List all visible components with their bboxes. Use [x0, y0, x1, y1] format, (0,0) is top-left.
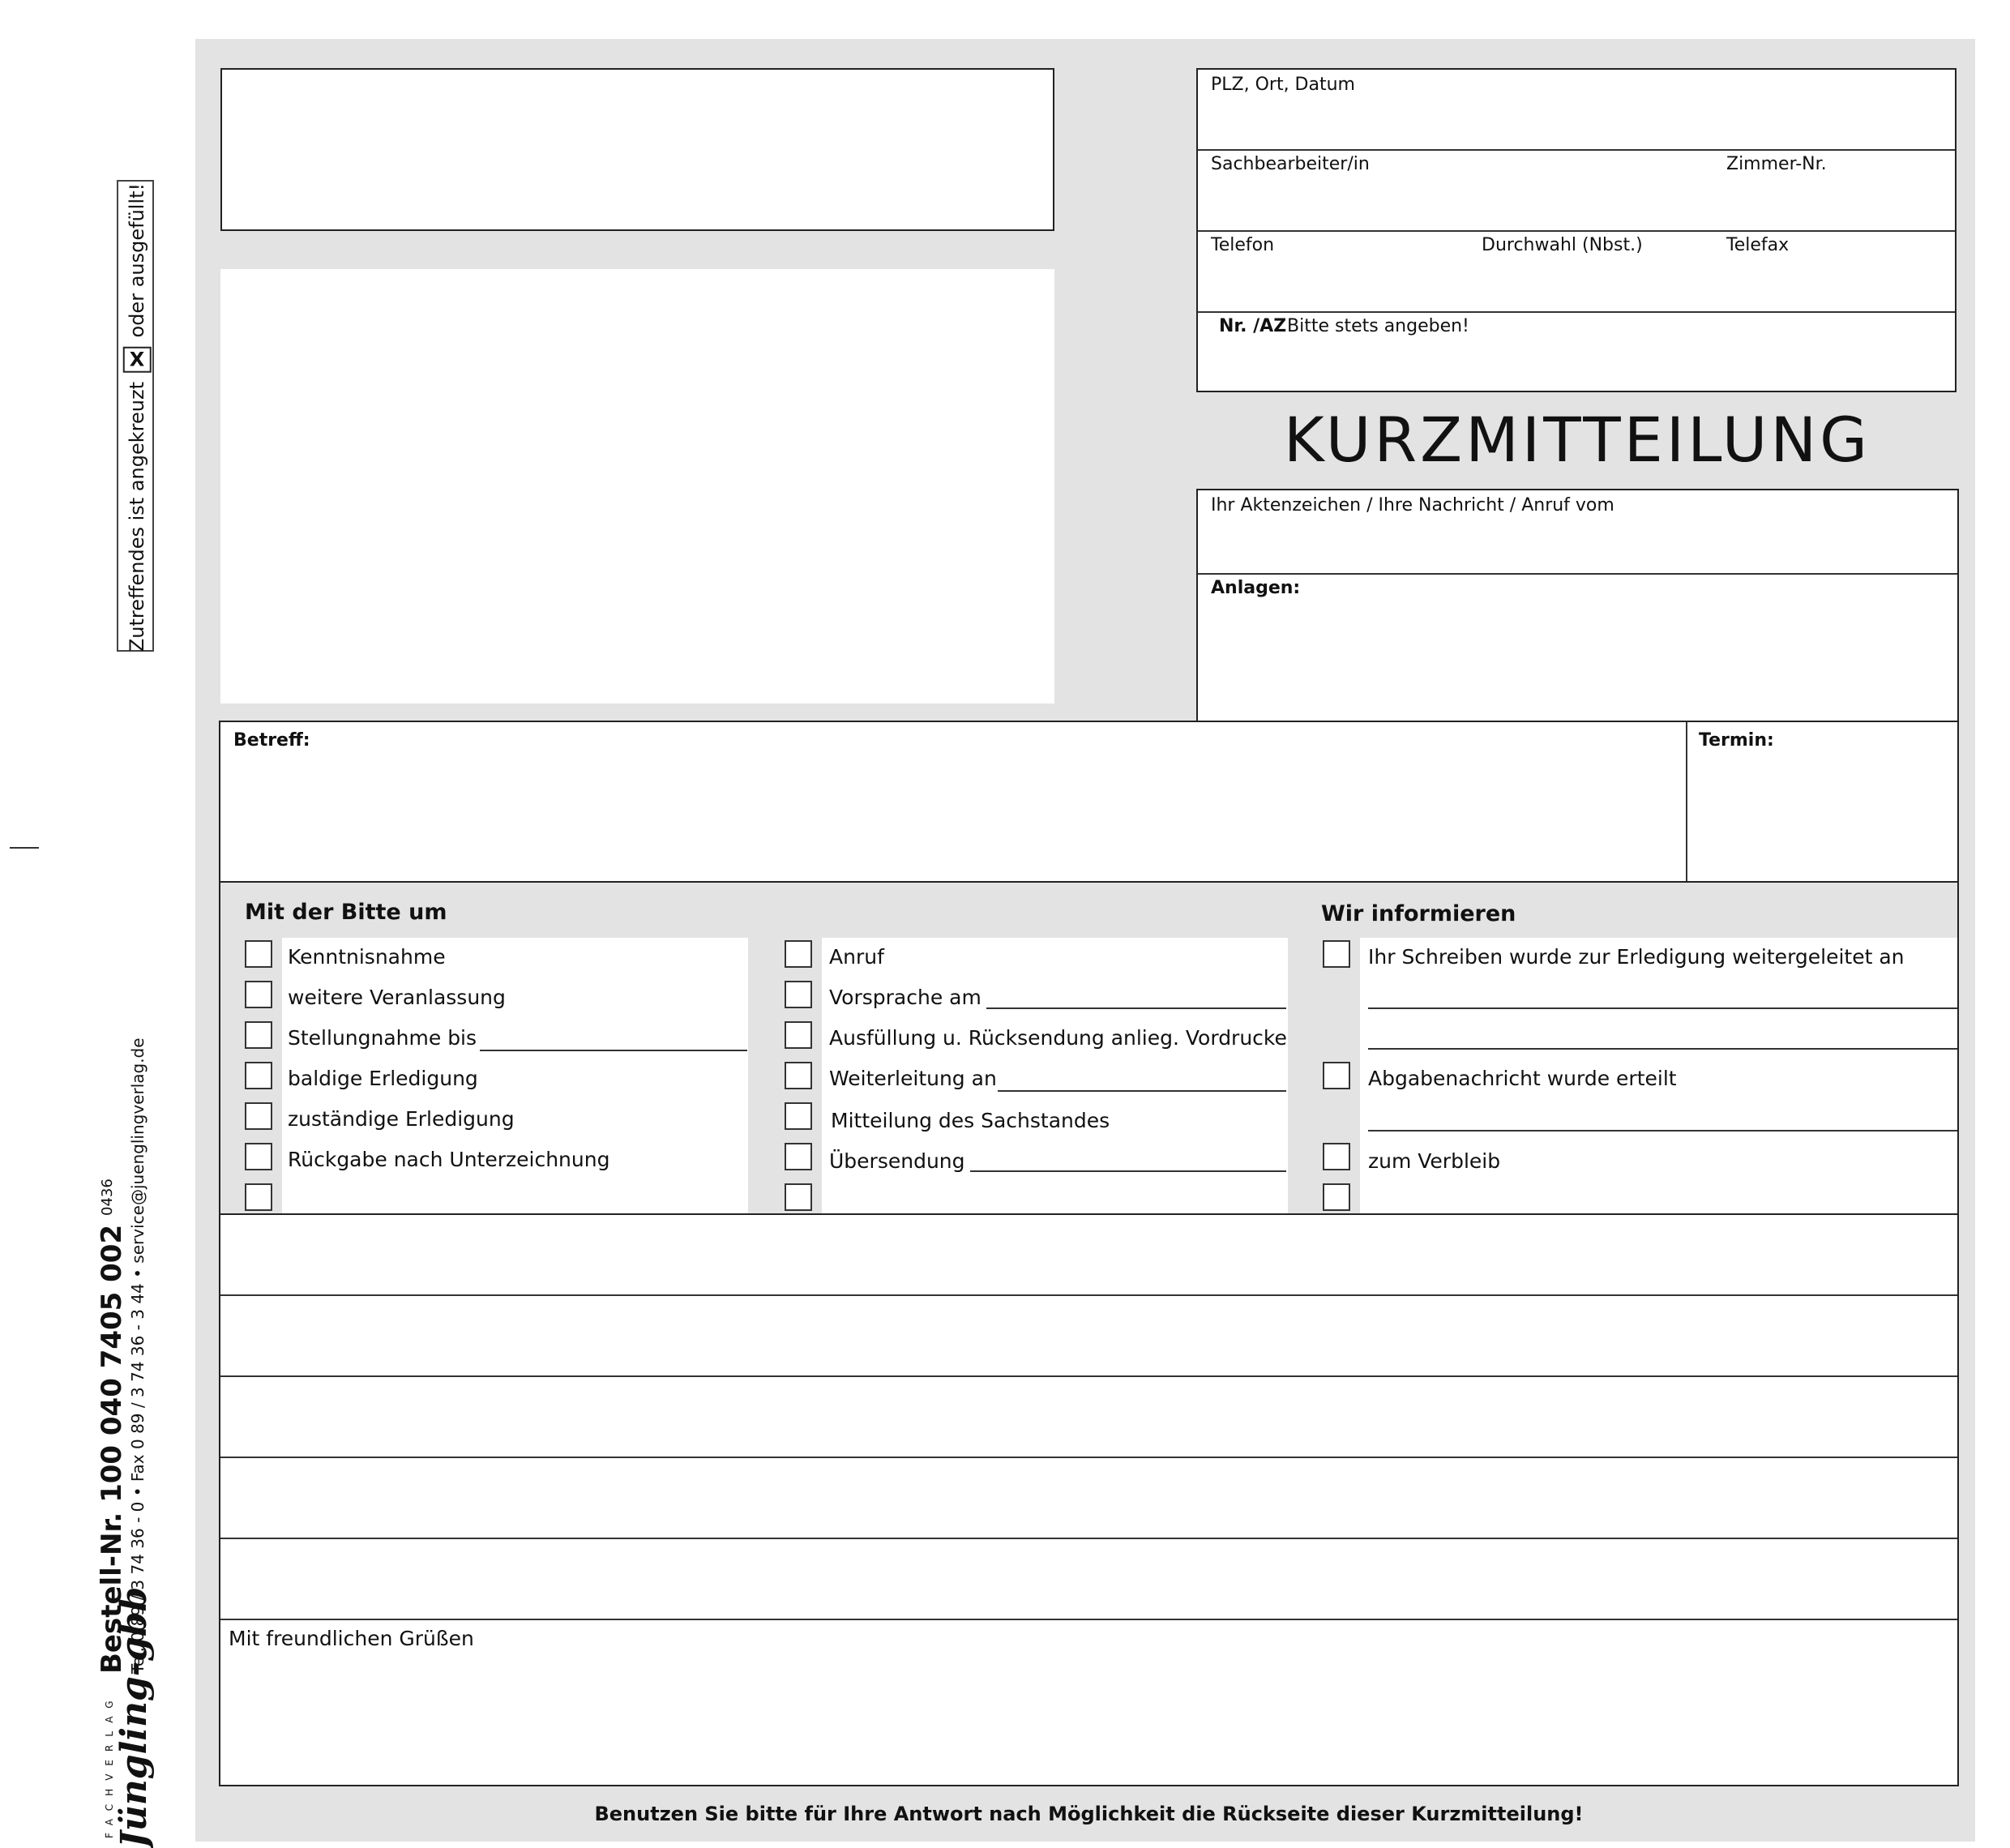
label-zimmer-nr: Zimmer-Nr. [1726, 154, 1827, 174]
label-telefon: Telefon [1211, 235, 1275, 255]
sender-address-box[interactable] [220, 68, 1054, 231]
recipient-address-box[interactable] [220, 269, 1054, 704]
checkbox-abgabenachricht[interactable] [1323, 1062, 1350, 1089]
checkbox-uebersendung[interactable] [785, 1143, 812, 1170]
checkbox-kenntnisnahme[interactable] [245, 940, 272, 968]
weitergeleitet-line-1[interactable] [1368, 1007, 1957, 1009]
reference-box [1196, 489, 1959, 725]
header-info-table [1196, 68, 1957, 392]
option-vorsprache: Vorsprache am [829, 986, 981, 1009]
checkbox-weiterleitung[interactable] [785, 1062, 812, 1089]
option-anruf: Anruf [829, 945, 884, 969]
checkbox-anruf[interactable] [785, 940, 812, 968]
checkbox-rueckgabe[interactable] [245, 1143, 272, 1170]
fill-hint-before: Zutreffendes ist angekreuzt [126, 382, 148, 652]
fill-hint-after: oder ausgefüllt! [126, 182, 148, 338]
checkbox-ausfuellung[interactable] [785, 1021, 812, 1049]
option-weitere-veranlassung: weitere Veranlassung [288, 986, 506, 1009]
option-stellungnahme: Stellungnahme bis [288, 1026, 477, 1050]
message-area[interactable] [219, 1213, 1959, 1786]
option-kenntnisnahme: Kenntnisnahme [288, 945, 446, 969]
checkbox-weitere-veranlassung[interactable] [245, 981, 272, 1008]
option-zustaendige-erledigung: zuständige Erledigung [288, 1107, 515, 1131]
weiterleitung-line[interactable] [998, 1090, 1286, 1092]
label-nr-az-hint: Bitte stets angeben! [1287, 316, 1469, 336]
checkbox-vorsprache[interactable] [785, 981, 812, 1008]
fill-hint-mark: X [123, 347, 152, 373]
checkbox-baldige-erledigung[interactable] [245, 1062, 272, 1089]
option-weitergeleitet: Ihr Schreiben wurde zur Erledigung weitergeleitet an [1368, 945, 1905, 969]
label-telefax: Telefax [1726, 235, 1790, 255]
footer-note: Benutzen Sie bitte für Ihre Antwort nach Möglichkeit die Rückseite dieser Kurzmitteilung! [594, 1803, 1584, 1825]
option-weiterleitung: Weiterleitung an [829, 1067, 997, 1090]
publisher-contact: Tel. 0 89 / 3 74 36 - 0 • Fax 0 89 / 3 74 36 - 3 44 • service@juenglingverlag.de [128, 1037, 148, 1674]
label-nr-az: Nr. /AZ [1219, 316, 1287, 336]
option-ausfuellung: Ausfüllung u. Rücksendung anlieg. Vordrucke [829, 1026, 1287, 1050]
checkbox-stellungnahme[interactable] [245, 1021, 272, 1049]
label-betreff: Betreff: [233, 730, 310, 751]
label-aktenzeichen: Ihr Aktenzeichen / Ihre Nachricht / Anruf vom [1211, 495, 1614, 515]
abgabenachricht-line[interactable] [1368, 1130, 1957, 1131]
option-zum-verbleib: zum Verbleib [1368, 1149, 1501, 1173]
publisher-logo: Jüngling-gbb [113, 1586, 155, 1848]
checkbox-weitergeleitet[interactable] [1323, 940, 1350, 968]
form-code: 0436 [99, 1179, 116, 1216]
informieren-heading: Wir informieren [1321, 901, 1516, 926]
stellungnahme-date-line[interactable] [480, 1050, 747, 1051]
publisher-small: FACHVERLAG [104, 1692, 115, 1838]
checkbox-blank-col2[interactable] [785, 1183, 812, 1211]
vorsprache-date-line[interactable] [986, 1007, 1286, 1009]
label-plz-ort-datum: PLZ, Ort, Datum [1211, 75, 1355, 95]
checkbox-zum-verbleib[interactable] [1323, 1143, 1350, 1170]
label-durchwahl: Durchwahl (Nbst.) [1482, 235, 1643, 255]
uebersendung-line[interactable] [970, 1170, 1286, 1172]
page-title: KURZMITTEILUNG [1283, 404, 1871, 476]
option-rueckgabe: Rückgabe nach Unterzeichnung [288, 1148, 610, 1171]
subject-box [219, 721, 1959, 883]
checkbox-mitteilung-sachstand[interactable] [785, 1102, 812, 1130]
label-sachbearbeiter: Sachbearbeiter/in [1211, 154, 1370, 174]
checkbox-blank-col3[interactable] [1323, 1183, 1350, 1211]
checkbox-zustaendige-erledigung[interactable] [245, 1102, 272, 1130]
checkbox-blank-col1[interactable] [245, 1183, 272, 1211]
publisher-block [96, 1037, 162, 1848]
option-mitteilung-sachstand: Mitteilung des Sachstandes [831, 1109, 1110, 1132]
option-uebersendung: Übersendung [829, 1149, 965, 1173]
weitergeleitet-line-2[interactable] [1368, 1048, 1957, 1050]
fold-mark [10, 847, 39, 849]
label-termin: Termin: [1699, 730, 1774, 751]
fill-hint-box [117, 180, 154, 652]
closing-text: Mit freundlichen Grüßen [229, 1627, 474, 1650]
option-baldige-erledigung: baldige Erledigung [288, 1067, 478, 1090]
order-number: Bestell-Nr. 100 040 7405 002 [96, 1224, 128, 1674]
bitte-heading: Mit der Bitte um [245, 900, 447, 925]
option-abgabenachricht: Abgabenachricht wurde erteilt [1368, 1067, 1677, 1090]
label-anlagen: Anlagen: [1211, 578, 1301, 598]
